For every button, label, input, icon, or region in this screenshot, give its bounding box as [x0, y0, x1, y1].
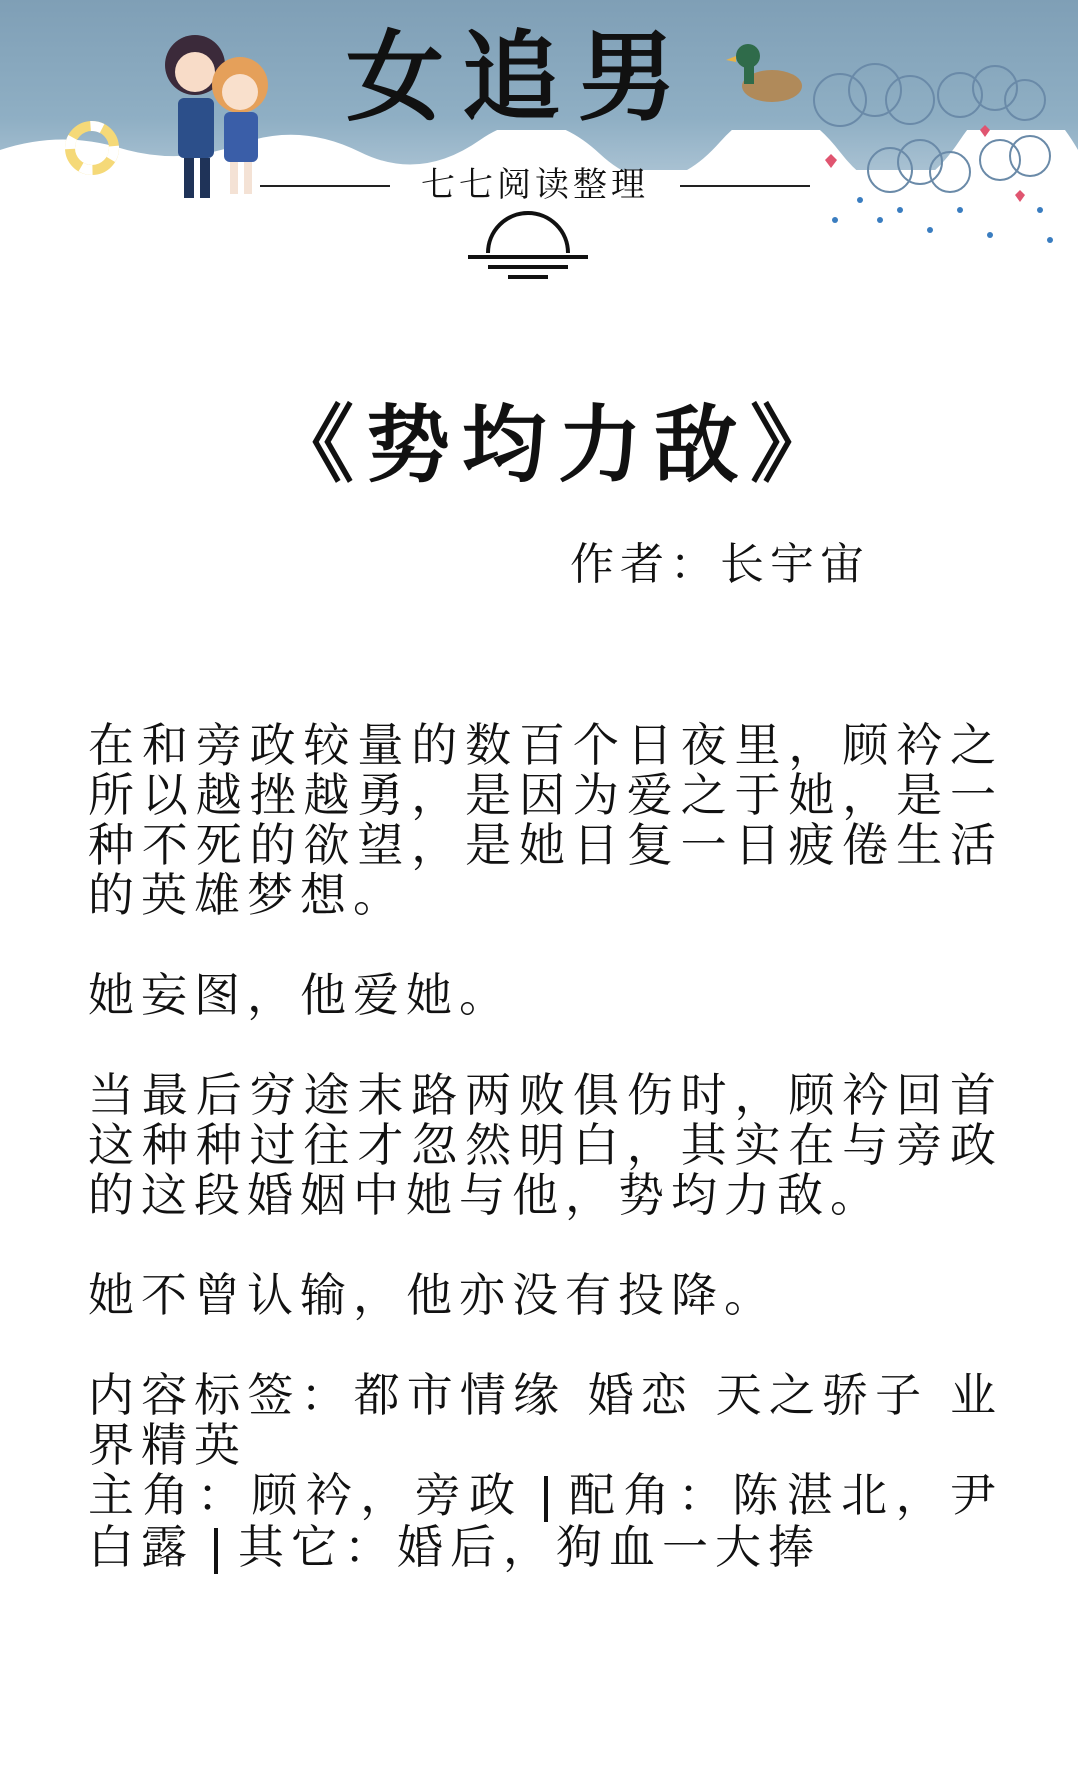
- synopsis: [88, 720, 1003, 1574]
- content-tags: 内容标签：都市情缘 婚恋 天之骄子 业界精英: [88, 1368, 1003, 1472]
- book-author: 作者：长宇宙: [570, 539, 870, 590]
- protagonists: 主角：顾衿，旁政: [88, 1468, 524, 1522]
- synopsis-paragraph: 她不曾认输，他亦没有投降。: [88, 1268, 777, 1322]
- synopsis-paragraph: 她妄图，他爱她。: [88, 968, 512, 1022]
- cloud-rain-illustration: [800, 60, 1070, 250]
- duck-icon: [726, 28, 806, 108]
- vertical-separator: [544, 1476, 548, 1522]
- subtitle-text: 七七阅读整理: [421, 165, 649, 205]
- other-tags: 其它：婚后，狗血一大捧: [238, 1520, 821, 1574]
- supporting-characters: 配角：陈湛北，尹白露: [88, 1468, 1003, 1574]
- subtitle-divider-left: [260, 185, 390, 187]
- book-title: 《势均力敌》: [270, 395, 847, 494]
- subtitle-divider-right: [680, 185, 810, 187]
- sunset-icon: [463, 205, 593, 285]
- character-line: [88, 1470, 1003, 1574]
- banner-title: 女追男: [345, 20, 694, 135]
- synopsis-paragraph: 在和旁政较量的数百个日夜里，顾衿之所以越挫越勇，是因为爱之于她，是一种不死的欲望，是她日复一日疲倦生活的英雄梦想。: [88, 718, 1003, 922]
- vertical-separator: [214, 1528, 218, 1574]
- life-ring-icon: [62, 118, 122, 178]
- subtitle-row: [260, 160, 810, 210]
- synopsis-paragraph: 当最后穷途末路两败俱伤时，顾衿回首这种种过往才忽然明白，其实在与旁政的这段婚姻中她与他，势均力敌。: [88, 1068, 1003, 1222]
- tag-section: [88, 1370, 1003, 1574]
